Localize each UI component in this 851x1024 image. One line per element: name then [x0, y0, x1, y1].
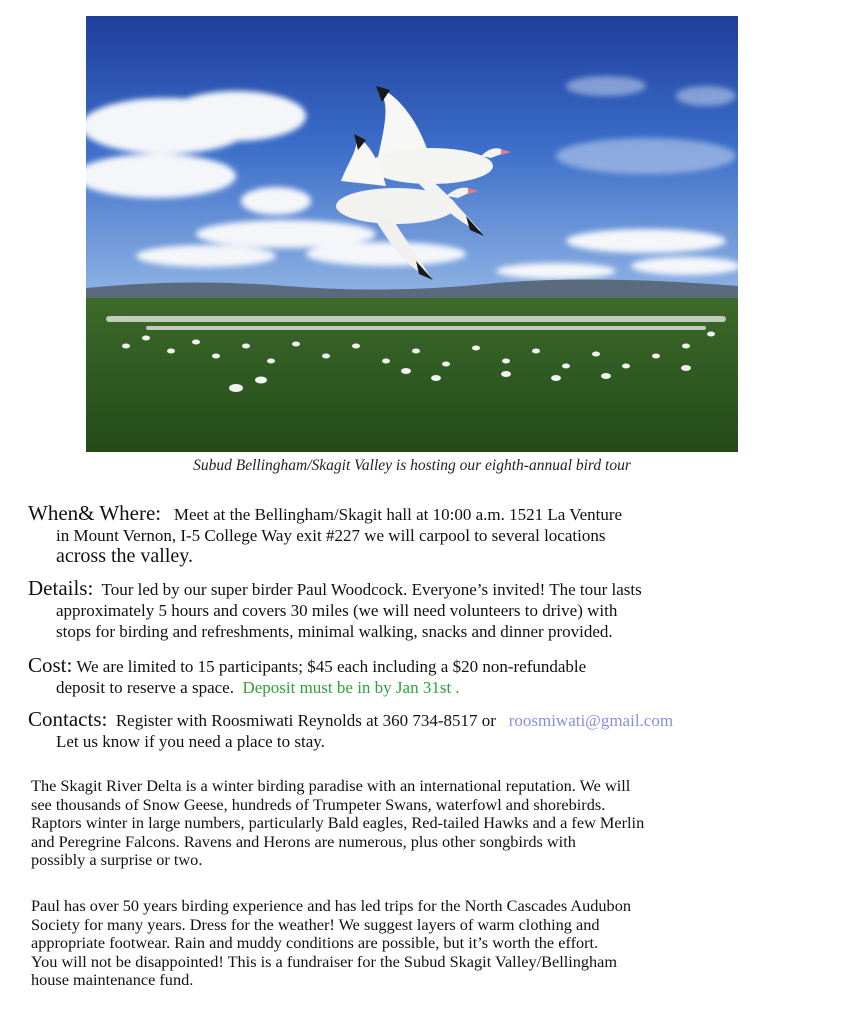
when-where-label: When& Where:: [28, 501, 162, 525]
contacts-label: Contacts:: [28, 707, 108, 731]
details-section: [28, 578, 843, 642]
snow-geese-photo: [86, 16, 738, 452]
intro-paragraph-line: The Skagit River Delta is a winter birding paradise with an international reputation. We will: [31, 776, 631, 795]
details-line-1: Tour led by our super birder Paul Woodcock. Everyone’s invited! The tour lasts: [101, 580, 642, 599]
leader-paragraph: [31, 897, 831, 990]
when-where-line-3: across the valley.: [56, 545, 193, 567]
details-label: Details:: [28, 576, 94, 600]
details-line-3: stops for birding and refreshments, minimal walking, snacks and dinner provided.: [56, 622, 613, 641]
intro-paragraph: [31, 777, 831, 870]
intro-paragraph-line: possibly a surprise or two.: [31, 850, 203, 869]
leader-paragraph-line: You will not be disappointed! This is a fundraiser for the Subud Skagit Valley/Bellingham: [31, 951, 618, 971]
cost-line-2: deposit to reserve a space.: [56, 678, 234, 697]
contact-email-link[interactable]: roosmiwati@gmail.com: [508, 711, 674, 730]
leader-paragraph-line: appropriate footwear. Rain and muddy conditions are possible, but it’s worth the effort.: [31, 933, 599, 952]
when-where-line-1: Meet at the Bellingham/Skagit hall at 10:00 a.m. 1521 La Venture: [173, 505, 623, 524]
leader-paragraph-line: Society for many years. Dress for the weather! We suggest layers of warm clothing and: [31, 914, 600, 934]
details-line-2: approximately 5 hours and covers 30 miles (we will need volunteers to drive) with: [56, 601, 618, 620]
intro-paragraph-line: Raptors winter in large numbers, particularly Bald eagles, Red-tailed Hawks and a few Merlin: [31, 813, 645, 832]
when-where-section: [28, 503, 843, 567]
cost-section: [28, 655, 843, 698]
leader-paragraph-line: Paul has over 50 years birding experience and has led trips for the North Cascades Audubon: [31, 896, 631, 915]
when-where-line-2: in Mount Vernon, I-5 College Way exit #227 we will carpool to several locations: [56, 526, 606, 545]
contacts-line-2: Let us know if you need a place to stay.: [56, 732, 325, 751]
cost-label: Cost:: [28, 653, 73, 677]
intro-paragraph-line: see thousands of Snow Geese, hundreds of Trumpeter Swans, waterfowl and shorebirds.: [31, 794, 606, 814]
cost-line-1: We are limited to 15 participants; $45 each including a $20 non-refundable: [76, 657, 587, 676]
deposit-deadline: Deposit must be in by Jan 31st .: [242, 678, 460, 697]
leader-paragraph-line: house maintenance fund.: [31, 970, 194, 989]
contacts-section: [28, 709, 843, 752]
intro-paragraph-line: and Peregrine Falcons. Ravens and Herons are numerous, plus other songbirds with: [31, 831, 576, 851]
photo-caption: Subud Bellingham/Skagit Valley is hosting our eighth-annual bird tour: [193, 457, 631, 474]
contacts-line-1: Register with Roosmiwati Reynolds at 360 734-8517 or: [115, 711, 496, 730]
